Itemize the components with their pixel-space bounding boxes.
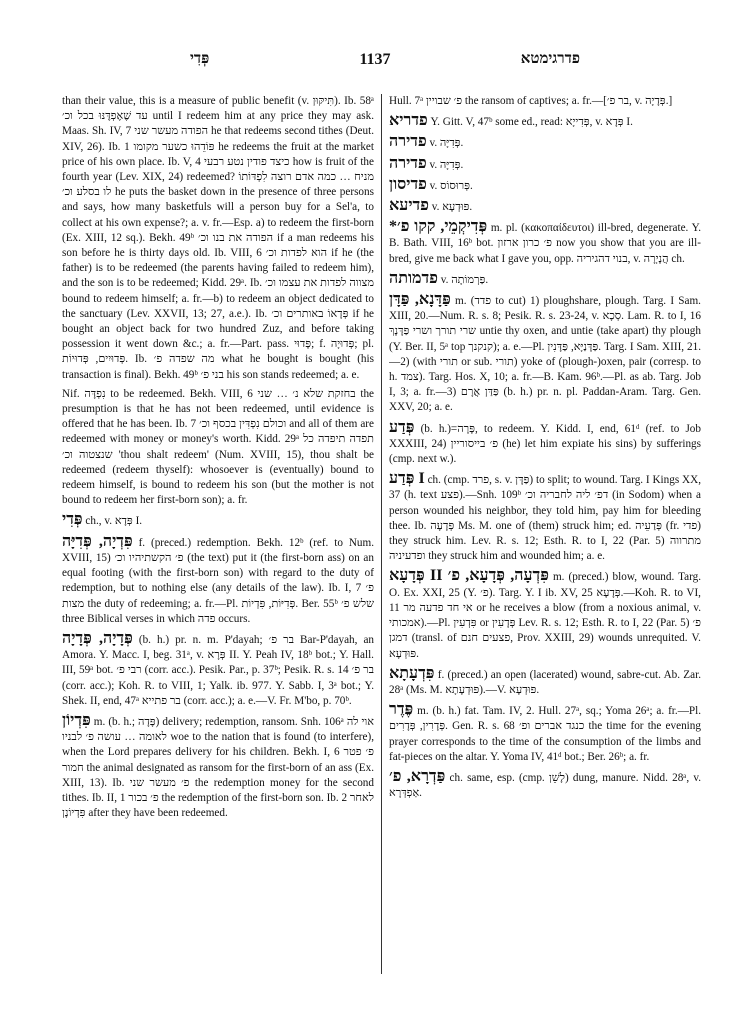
running-head — [60, 52, 690, 76]
entry-body: m. pl. (κακοπαίδευτοι) ill-bred, degenerate. Y. B. Bath. VIII, 16ᵇ bot. פ׳ כרון ארזון now you show that you are ill-bred, give me back what I gave you, opp. בנוי דהגיריה, v. הֲנָיְרָה ch. — [389, 222, 701, 265]
entry-body: ch. same, esp. (cmp. לָשֵׁן) dung, manure. Nidd. 28ᵃ, v. אַפְדְּרָא. — [389, 771, 701, 800]
entry-body: ch. (cmp. פרד, s. v. פַּדָּן) to split; to wound. Targ. I Kings XX, 37 (h. text פצע).—Snh. 109ᵇ דפ׳ ליה לחבריה וכ׳ (in Sodom) when a person wounded his neighbor, they told him, pay him for bleeding thee. Ib. פְּדָעָה Ms. M. one of (them) struck him; ed. פְּדַעֵיה (fr. פדי) they struck him. Lev. R. s. 12; Esth. R. to I, 22 (Par. 5) מתרווה ופדעיניה they struck him and wounded him; a. e. — [389, 474, 701, 563]
dictionary-entry — [389, 420, 701, 468]
headword: פְּדָעָא II פִּדְעָה, פְּדָעָא, פ׳ — [389, 567, 549, 585]
right-column — [389, 94, 701, 998]
entry-body: (b. h.) pr. n. m. P'dayah; בר פ׳ Bar-P'dayah, an Amora. Y. Macc. I, beg. 31ᵃ, v. פְּרָא II. Y. Peah IV, 18ᵇ bot.; Y. Hall. III, 59ᵃ bot. רבי פ׳ (corr. acc.). Pesik. Par., p. 37ᵇ; Pesik. R. s. 14 בר פ׳ (corr. acc.); Koh. R. to VIII, 1; Yalk. ib. 977. Y. Sabb. I, 3ᵃ bot.; Y. Shek. II, end, 47ᵃ בר פתייא (corr. acc.); a. e.—V. Fr. M'bo, p. 70ᵇ. — [62, 633, 374, 707]
headword: פדירה — [389, 154, 427, 172]
entry-body: ch., v. פְּדָא I. — [85, 515, 143, 528]
entry-body: Nif. נִפְדָּה to be redeemed. Bekh. VIII, 6 בחזקת שלא נ׳ … שני the presumption is that he has not been redeemed, until evidence is offered that he has been. Ib. 7 וכולם נִפְדִּין בכסף וכ׳ and all of them are redeemed with money or money's worth. Kidd. 29ᵃ תפדה תיפדה כל שנצטוה וכ׳ 'thou shalt redeem' (Num. XVIII, 15), thou shalt be redeemed (redeem thyself): whosoever is (eventually) bound to redeem himself, is bound to redeem his son (but the mother is not bound to redeem her first-born son); a. fr. — [62, 387, 374, 507]
dictionary-entry — [389, 666, 701, 698]
headword: פדמותה — [389, 269, 438, 287]
left-column — [62, 94, 374, 998]
headword: פַּדָּנָא, פַּדָּן — [389, 291, 451, 309]
entry-body: (b. h.)=פָּרָה, to redeem. Y. Kidd. I, end, 61ᵈ (ref. to Job XXXIII, 24) פ׳ בייסוריין (he) let him expiate his sins) by sufferings (cmp. next w.). — [389, 422, 701, 466]
dictionary-entry — [389, 292, 701, 416]
headword: פִּדְיוֹן — [62, 711, 91, 729]
entry-body: Y. Gitt. V, 47ᵇ some ed., read: פְּדִייָא, v. פְּדָא I. — [430, 116, 633, 129]
column-divider — [381, 94, 382, 974]
dictionary-entry — [389, 219, 701, 267]
running-head-last-word: פדרגימטא — [520, 51, 580, 67]
entry-body: Hull. 7ᵃ פ׳ שבויין the ransom of captives; a. fr.—[בר פ׳, v. פְּדָיָה.] — [389, 95, 673, 107]
headword: פְּדָיָה, פְּדָיָה — [62, 629, 133, 647]
dictionary-entry — [62, 534, 374, 627]
headword: פְּדַע I — [389, 470, 425, 488]
headword: פדיעא — [389, 197, 429, 215]
dictionary-entry — [62, 713, 374, 821]
running-head-first-word: פְּדִי — [190, 51, 210, 67]
dictionary-entry — [389, 113, 701, 130]
entry-body: f. (preced.) redemption. Bekh. 12ᵇ (ref. to Num. XVIII, 15) פ׳ הקשתיהיו וכ׳ (the text) put it (the first-born ass) on an equal footing (with the first-born son) with regard to the duty of redemption, but to nothing else (any details of the law). Ib. I, 7 פ׳ מצות the duty of redeeming; a. fr.—Pl. פְּדִיּוֹת, פִּדְיוֹת. Ber. 55ᵇ שלש פ׳ three Biblical verses in which פדה occurs. — [62, 536, 374, 625]
headword: פדירה — [389, 133, 427, 151]
dictionary-entry — [389, 702, 701, 765]
entry-body: m. (פדד to cut) 1) ploughshare, plough. Targ. I Sam. XIII, 20.—Num. R. s. 8; Pesik. R. s. 23-24, v. סְכָא. Lam. R. to I, 16 שרי תורך ושרי פַּדָּנָךְ untie thy oxen, and untie (take apart) thy plough (Y. Ber. II, 5ᵃ top קנקנך); a. e.—Pl. פַּדָּנַיָּא, פַּדָּנִין. Targ. I Sam. XIII, 21.—2) (with תורי or sub. תורי) yoke of (plough-)oxen, pair (corresp. to h. צמד). Targ. Hos. X, 10; a. fr.—B. Kam. 96ᵇ.—Pl. as ab. Targ. Job I, 3; a. fr.—3) פַּדַּן אֲרָם (b. h.) pr. n. pl. Paddan-Aram. Targ. Gen. XXV, 20; a. e. — [389, 295, 701, 414]
headword: פִּדְעָתָא — [389, 664, 435, 682]
dictionary-entry — [389, 177, 701, 194]
entry-body: v. פְּדִיָּה. — [429, 137, 464, 150]
headword: פְּדִי — [62, 511, 83, 529]
dictionary-entry — [389, 471, 701, 564]
dictionary-entry — [389, 568, 701, 661]
dictionary-entry — [389, 156, 701, 173]
entry-body: v. פַּרְמוֹתָה. — [440, 273, 489, 286]
dictionary-entry — [62, 631, 374, 709]
headword: פַּדְרָא, פ׳ — [389, 767, 446, 785]
headword: פדיסון — [389, 175, 427, 193]
headword: פִּדְיָה, פְּדִיָּה — [62, 532, 133, 550]
entry-body: than their value, this is a measure of public benefit (v. תִּיקּוּן). Ib. 58ᵃ עד שֶׁאֶפְדֶּנּוּ בכל וכ׳ until I redeem him at any price they may ask. Maas. Sh. IV, 7 הפודה מעשר שני he that redeems second tithes (Deut. XIV, 26). Ib. 1 פּוֹדֵהוּ כשער מקומו he redeems the fruit at the market price of his own place. Ib. V, 4 כיצד פודין נטע רבעי how is fruit of the fourth year (Lev. XIX, 24) redeemed? מניח … כמה אדם רוצה לִפְדּוֹתוֹ לו בסלע וכ׳ he puts the basket down in the presence of three persons and says, how many basketfuls will a person buy for a Sel'a, to collect at his own expense?; a. v. fr.—Esp. a) to redeem the first-born (Ex. XIII, 12 sq.). Bekh. 49ᵇ הפודה את בנו וכ׳ if a man redeems his son before he is thirty days old. Ib. VIII, 6 הוא לפדות וכ׳ if he (the father) is to be redeemed (the parents having failed to redeem him), and the son is to be redeemed; Kidd. 29ᵃ. Ib. מצווה לפדות את עצמו וכ׳ bound to redeem himself; a. fr.—b) to redeem an object dedicated to the sanctuary (Lev. XXVII, 13; 27, a.e.). Ib. פְּדָאוֹ באותרים וכ׳ if he bought an object back for two hundred Zuz, and before taking possession it went down &c.; a. fr.—Part. pass. פָּדוּי; f. פְּדוּיָה; pl. פְּדוּיִים, פְּדוּיוֹת. Ib. מה שפדה פ׳ what he bought is bought (his transaction is final). Bekh. 49ᵇ בני פ׳ his son stands redeemed; a. e. — [62, 95, 374, 381]
entry-continuation — [389, 94, 701, 109]
entry-body: v. פְּרוּסוֹס. — [429, 179, 473, 192]
page-number: 1137 — [359, 51, 391, 68]
headword: *פְּדִיקְמֵי, קקו פ׳ — [389, 218, 488, 236]
headword: פְּדַע — [389, 418, 415, 436]
dictionary-entry — [389, 769, 701, 801]
entry-body: m. (preced.) blow, wound. Targ. O. Ex. XXI, 25 (Y. פ׳). Targ. Y. I ib. XV, 25 פְּדָעָא.—Koh. R. to VI, 11 אי חד פדעה מר or he receives a blow (from a noxious animal, v. אמכותי).—Pl. פִּדְעִין or פְּדָעִין Lev. R. s. 12; Esth. R. to I, 22 (Par. 5) פ׳ דמגן (transl. of פצעים חנם, Prov. XXIII, 29) wounds unrequited. V. פּוּדְעָא. — [389, 571, 701, 660]
entry-body: v. פּוּדְעָא. — [431, 201, 473, 214]
dictionary-entry — [389, 271, 701, 288]
entry-body: v. פְּדִיָּה. — [429, 158, 464, 171]
entry-continuation — [62, 94, 374, 383]
dictionary-entry — [62, 512, 374, 529]
dictionary-entry — [389, 198, 701, 215]
entry-body: m. (b. h.; פָּדָה) delivery; redemption, ransom. Snh. 106ᵃ אוי לה לאומה … עושה פ׳ לבניו woe to the nation that is found (to interfere), when the Lord prepares delivery for his children. Bekh. I, 6 פ׳ פטר חמור the animal designated as ransom for the first-born of an ass (Ex. XIII, 13). Ib. פ׳ מעשר שני the redemption money for the second tithes. Ib. II, 1 פ׳ בכור the redemption of the first-born son. Ib. 2 לאחר פִּדְיוֹנָן after they have been redeemed. — [62, 715, 374, 820]
dictionary-entry — [389, 134, 701, 151]
headword: פדריא — [389, 112, 428, 130]
entry-body: m. (b. h.) fat. Tam. IV, 2. Hull. 27ᵃ, sq.; Yoma 26ᵃ; a. fr.—Pl. פְּדָרִין, פְּדָרִים. Gen. R. s. 68 כנגד אברים ופ׳ the time for the evening prayer corresponds to the time of the consumption of the limbs and fat-pieces on the altar. Y. Yoma IV, 41ᵈ bot.; Ber. 26ᵇ; a. fr. — [389, 705, 701, 763]
entry-body: f. (preced.) an open (lacerated) wound, sabre-cut. Ab. Zar. 28ᵃ (Ms. M. פּוּדְעָתָא).—V. פּוּדְעָא. — [389, 668, 701, 696]
entry-nif-subsection — [62, 387, 374, 509]
headword: פֶּדֶר — [389, 701, 414, 719]
